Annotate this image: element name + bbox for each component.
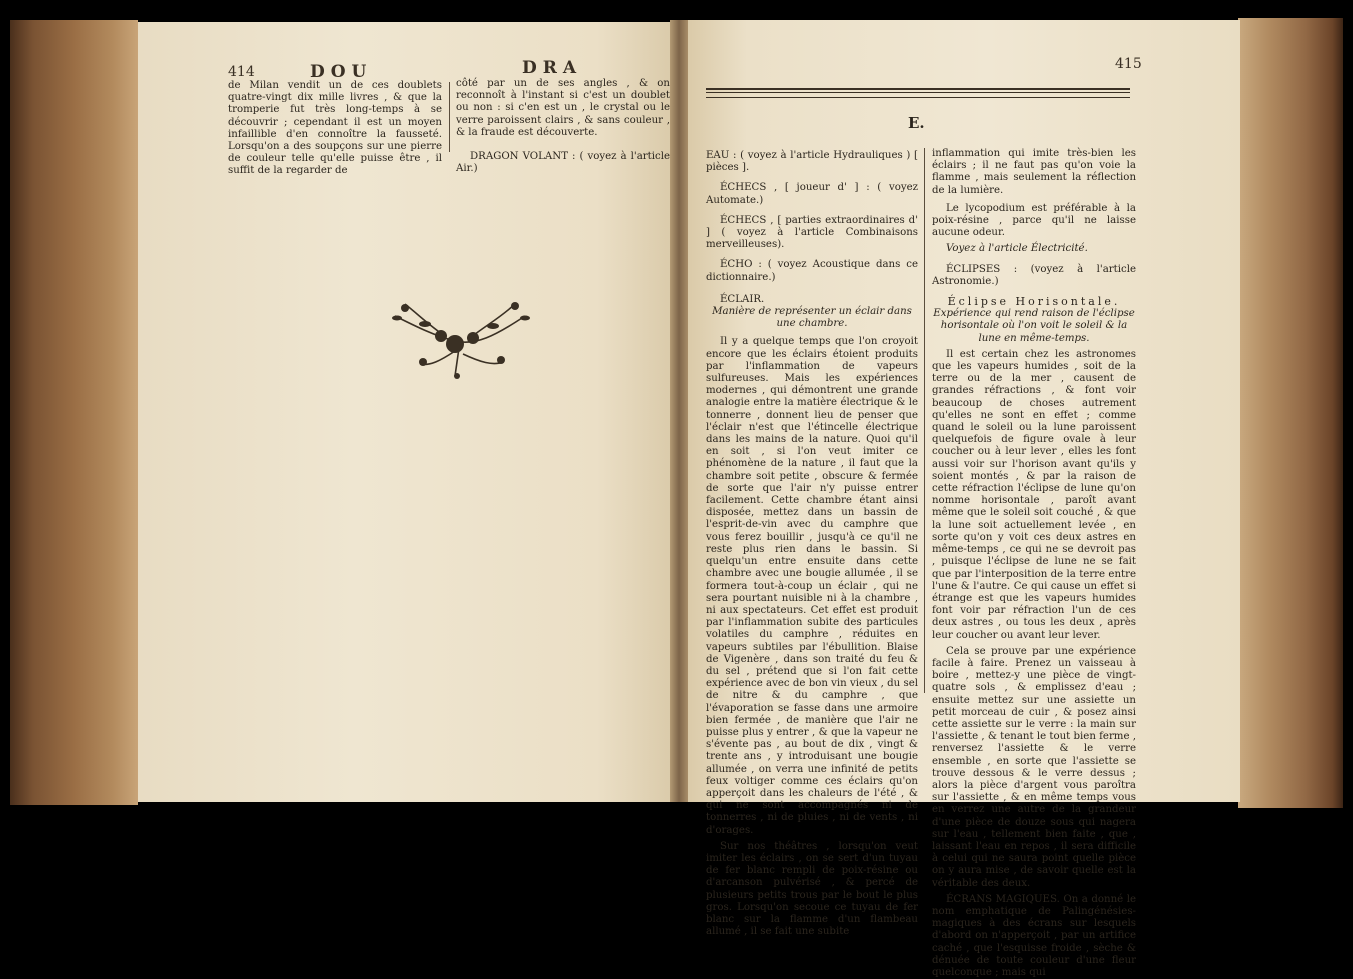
paragraph: inflammation qui imite très-bien les éclairs ; il ne faut pas qu'on voie la flamme , mais seulement la réflection de la lumière. (932, 148, 1136, 196)
cross-reference: Voyez à l'article Électricité. (946, 243, 1088, 255)
entry-eclair-subtitle: Manière de représenter un éclair dans une chambre. (712, 306, 912, 330)
left-column-2 (456, 78, 670, 175)
page-number-left: 414 (228, 64, 255, 80)
left-page-edges (10, 20, 138, 805)
right-column-2 (932, 148, 1136, 979)
book-gutter (670, 20, 688, 802)
left-column-1 (228, 80, 442, 178)
floral-ornament (385, 296, 535, 382)
paragraph: Cela se prouve par une expérience facile à faire. Prenez un vaisseau à boire , mettez-y une pièce de vingt-quatre sols , & emplissez d'eau ; ensuite mettez sur une assiette un petit morceau de cuir , & posez ainsi cette assiette sur le verre : la main sur l'assiette , & tenant le tout bien ferme , renversez l'assiette & le verre ensemble , en sorte que l'assiette se trouve dessous & le verre dessus ; alors la pièce d'argent vous paroîtra sur l'assiette , & en même temps vous en verrez une autre de la grandeur d'une pièce de douze sous qui nagera sur l'eau , tellement bien faite , que , laissant l'eau en repos , il sera difficile à celui qui ne saura point quelle pièce on y aura mise , de savoir quelle est la véritable des deux. (932, 645, 1136, 889)
paragraph: Il y a quelque temps que l'on croyoit encore que les éclairs étoient produits par l'inflammation de vapeurs sulfureuses. Mais les expériences modernes , qui démontrent une grande analogie entre la matière électrique & le tonnerre , donnent lieu de penser que l'éclair n'est que l'étincelle électrique dans les mains de la nature. Quoi qu'il en soit , si l'on veut imiter ce phénomène de la nature , il faut que la chambre soit petite , obscure & fermée de sorte que l'air n'y puisse entrer facilement. Cette chambre étant ainsi disposée, mettez dans un bassin de l'esprit-de-vin avec du camphre que vous ferez bouillir , jusqu'à ce qu'il ne reste plus rien dans le bassin. Si quelqu'un entre ensuite dans cette chambre avec une bougie allumée , il se formera tout-à-coup un éclair , qui ne sera pourtant nuisible ni à la chambre , ni aux spectateurs. Cet effet est produit par l'inflammation subite des particules volatiles du camphre , réduites en vapeurs subtiles par l'ébullition. Blaise de Vigenère , dans son traité du feu & du sel , prétend que si l'on fait cette expérience avec de bon vin vieux , du sel de nitre & du camphre , que l'évaporation se fasse dans une armoire bien fermée , de manière que l'air ne puisse plus y entrer , & que la vapeur ne s'évente pas , au bout de dix , vingt & trente ans , y introduisant une bougie allumée , on verra une infinité de petits feux voltiger comme ces éclairs qu'on apperçoit dans les chaleurs de l'été , & qui ne sont accompagnés ni de tonnerres , ni de pluies , ni de vents , ni d'orages. (706, 336, 918, 836)
entry-eclipse-subtitle: Expérience qui rend raison de l'éclipse horisontale où l'on voit le soleil & la lune en même-temps. (933, 308, 1135, 344)
paragraph: Il est certain chez les astronomes que les vapeurs humides , soit de la terre ou de la mer , causent de grandes réfractions , & font voir beaucoup de choses autrement qu'elles ne sont en effet ; comme quand le soleil ou la lune paroissent quelquefois de figure ovale à leur coucher ou à leur lever , elles les font aussi voir sur l'horison avant qu'ils y soient montés , & par la raison de cette réfraction l'éclipse de lune qu'on nomme horisontale , paroît avant même que le soleil soit couché , & que la lune soit actuellement levée , en sorte qu'on y voit ces deux astres en même-temps , ce qui ne se devroit pas , puisque l'éclipse de lune ne se fait que par l'interposition de la terre entre l'une & l'autre. Ce qui cause un effet si étrange est que les vapeurs humides font voir par réfraction l'un de ces deux astres , ou tous les deux , après leur coucher ou avant leur lever. (932, 348, 1136, 641)
column-divider (924, 148, 925, 693)
entry-eclipse-title: Éclipse Horisontale. (947, 295, 1121, 309)
running-header-right: DRA (522, 58, 583, 78)
entry-eau: EAU : ( voyez à l'article Hydrauliques ) [ pièces ]. (706, 150, 918, 174)
section-letter: E. (908, 114, 925, 132)
entry-eclair-title: ÉCLAIR. (720, 293, 765, 305)
entry-echecs-parties: ÉCHECS , [ parties extraordinaires d' ] ( voyez à l'article Combinaisons merveilleuses). (706, 214, 918, 251)
entry-echo: ÉCHO : ( voyez Acoustique dans ce dictionnaire.) (706, 259, 918, 283)
right-page-edges (1238, 18, 1343, 808)
right-column-1 (706, 150, 918, 938)
paragraph: côté par un de ses angles , & on reconnoît à l'instant si c'est un doublet ou non : si c'en est un , le crystal ou le verre paroissent clairs , & sans couleur , & la fraude est découverte. (456, 78, 670, 138)
header-rule (706, 88, 1130, 98)
running-header-left: DOU (310, 62, 373, 82)
paragraph: Le lycopodium est préférable à la poix-résine , parce qu'il ne laisse aucune odeur. (932, 202, 1136, 239)
entry-eclipses: ÉCLIPSES : (voyez à l'article Astronomie.) (932, 263, 1136, 287)
entry-ecrans-magiques: ÉCRANS MAGIQUES. On a donné le nom emphatique de Palingénésies-magiques à des écrans sur lesquels d'abord on n'apperçoit , par un artifice caché , que l'esquisse froide , sèche & dénuée de toute couleur d'une fleur quelconque ; mais qui (932, 893, 1136, 978)
paragraph: Sur nos théâtres , lorsqu'on veut imiter les éclairs , on se sert d'un tuyau de fer blanc rempli de poix-résine ou d'arcanson pulvérisé , & percé de plusieurs petits trous par le bout le plus gros. Lorsqu'on secoue ce tuyau de fer blanc sur la flamme d'un flambeau allumé , il se fait une subite (706, 840, 918, 938)
paragraph: de Milan vendit un de ces doublets quatre-vingt dix mille livres , & que la tromperie fut très long-temps à se découvrir ; cependant il est un moyen infaillible d'en connoître la fausseté. Lorsqu'on a des soupçons sur une pierre de couleur telle qu'elle puisse être , il suffit de la regarder de (228, 80, 442, 177)
page-number-right: 415 (1115, 56, 1142, 72)
entry-dragon-volant: DRAGON VOLANT : ( voyez à l'article Air.) (456, 151, 670, 175)
column-divider (449, 82, 450, 152)
entry-echecs-joueur: ÉCHECS , [ joueur d' ] : ( voyez Automate.) (706, 182, 918, 206)
